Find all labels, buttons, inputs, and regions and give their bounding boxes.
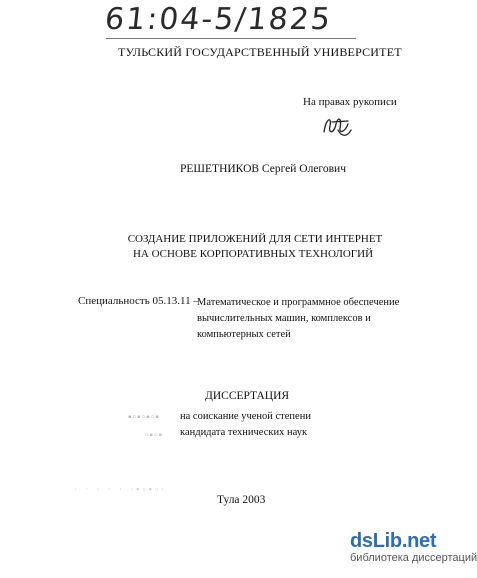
signature-icon — [318, 112, 356, 140]
watermark-name: dsLib.net — [350, 530, 437, 552]
title-line-1: СОЗДАНИЕ ПРИЛОЖЕНИЙ ДЛЯ СЕТИ ИНТЕРНЕТ — [127, 233, 383, 245]
specialty-description — [197, 295, 399, 343]
specialty-line: компьютерных сетей — [197, 329, 291, 340]
degree-description — [180, 409, 311, 441]
stamp-underline — [106, 38, 356, 39]
archive-stamp: 61:04-5/1825 — [103, 2, 334, 37]
university-name: ТУЛЬСКИЙ ГОСУДАРСТВЕННЫЙ УНИВЕРСИТЕТ — [118, 45, 402, 59]
specialty-line: Математическое и программное обеспечение — [197, 297, 400, 308]
degree-line: на соискание ученой степени — [180, 411, 311, 422]
specialty-label: Специальность 05.13.11 – — [78, 295, 199, 307]
specialty-line: вычислительных машин, комплексов и — [197, 313, 371, 324]
degree-line: кандидата технических наук — [180, 427, 308, 438]
watermark-subtitle: библиотека диссертаций — [350, 552, 477, 564]
title-line-2: НА ОСНОВЕ КОРПОРАТИВНЫХ ТЕХНОЛОГИЙ — [132, 248, 374, 260]
dissertation-title — [0, 232, 450, 262]
faint-stamp-mark: ▪▫▪▫▪▫▪ — [128, 412, 160, 423]
watermark-logo — [350, 530, 477, 564]
faint-stamp-mark: ▫▪▫▪ — [145, 430, 164, 441]
manuscript-note: На правах рукописи — [303, 96, 397, 108]
dissertation-heading: ДИССЕРТАЦИЯ — [205, 390, 290, 402]
faint-stamp-mark: · · · · · ·▪▫▪▫· — [74, 484, 167, 494]
author-name: РЕШЕТНИКОВ Сергей Олегович — [180, 163, 346, 175]
city-year: Тула 2003 — [217, 494, 266, 506]
